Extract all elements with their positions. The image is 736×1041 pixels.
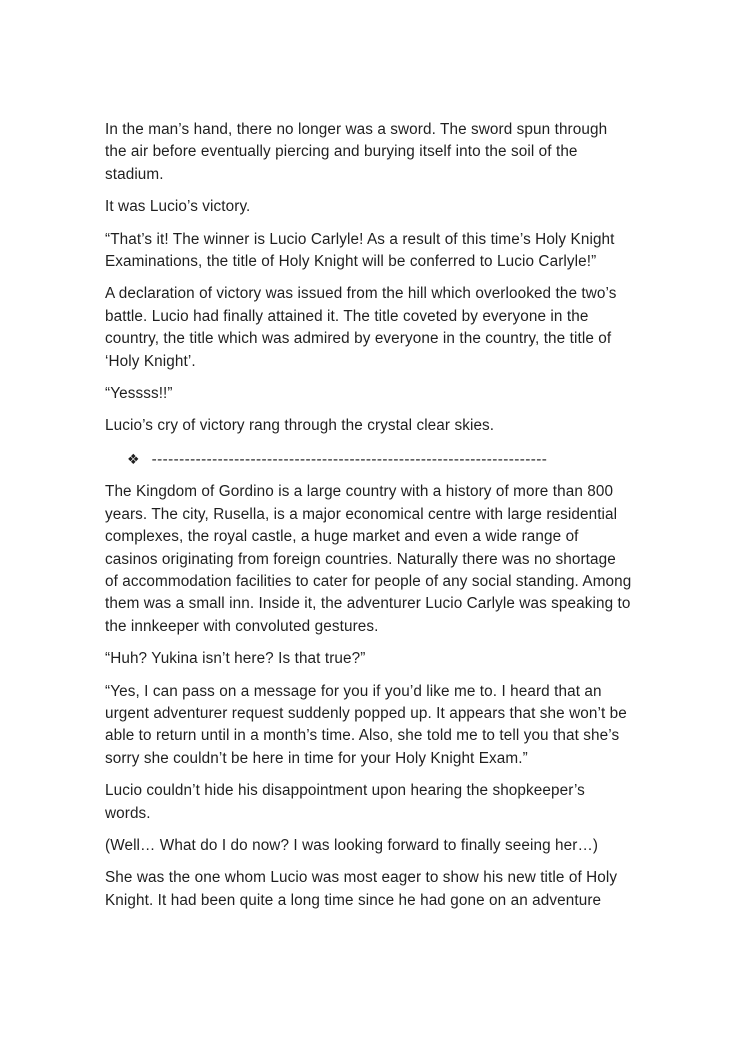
section-divider — [105, 448, 633, 471]
paragraph: “That’s it! The winner is Lucio Carlyle! As a result of this time’s Holy Knight Examinations, the title of Holy Knight will be conferred to Lucio Carlyle!” — [105, 230, 615, 271]
paragraph: In the man’s hand, there no longer was a sword. The sword spun through the air before eventually piercing and burying itself into the soil of the stadium. — [105, 121, 608, 183]
paragraph: (Well… What do I do now? I was looking forward to finally seeing her…) — [105, 836, 599, 854]
paragraph: It was Lucio’s victory. — [105, 198, 251, 216]
paragraph: A declaration of victory was issued from the hill which overlooked the two’s battle. Lucio had finally attained it. The title coveted by everyone in the country, the title which was admired by everyone in the country, the title of ‘Holy Knight’. — [105, 285, 617, 370]
paragraph: Lucio couldn’t hide his disappointment upon hearing the shopkeeper’s words. — [105, 782, 585, 822]
diamond-divider-icon: ❖ — [127, 450, 140, 467]
paragraph: Lucio’s cry of victory rang through the crystal clear skies. — [105, 417, 495, 435]
paragraph: “Yes, I can pass on a message for you if you’d like me to. I heard that an urgent adventurer request suddenly popped up. It appears that she won’t be able to return until in a month’s time. Also, she told me to tell you that she’s sorry she couldn’t be here in time for your Holy Knight Exam.” — [105, 682, 627, 767]
paragraph: “Yessss!!” — [105, 385, 173, 403]
divider-dashes: ------------------------------------------------------------------------ — [151, 450, 548, 468]
paragraph: “Huh? Yukina isn’t here? Is that true?” — [105, 650, 366, 668]
paragraph: She was the one whom Lucio was most eager to show his new title of Holy Knight. It had been quite a long time since he had gone on an adventure — [105, 869, 618, 909]
paragraph: The Kingdom of Gordino is a large country with a history of more than 800 years. The city, Rusella, is a major economical centre with large residential complexes, the royal castle, a huge market and even a wide range of casinos originating from foreign countries. Naturally there was no shortage of accommodation facilities to cater for people of any social standing. Among them was a small inn. Inside it, the adventurer Lucio Carlyle was speaking to the innkeeper with convoluted gestures. — [105, 483, 632, 635]
document-content — [105, 119, 633, 922]
